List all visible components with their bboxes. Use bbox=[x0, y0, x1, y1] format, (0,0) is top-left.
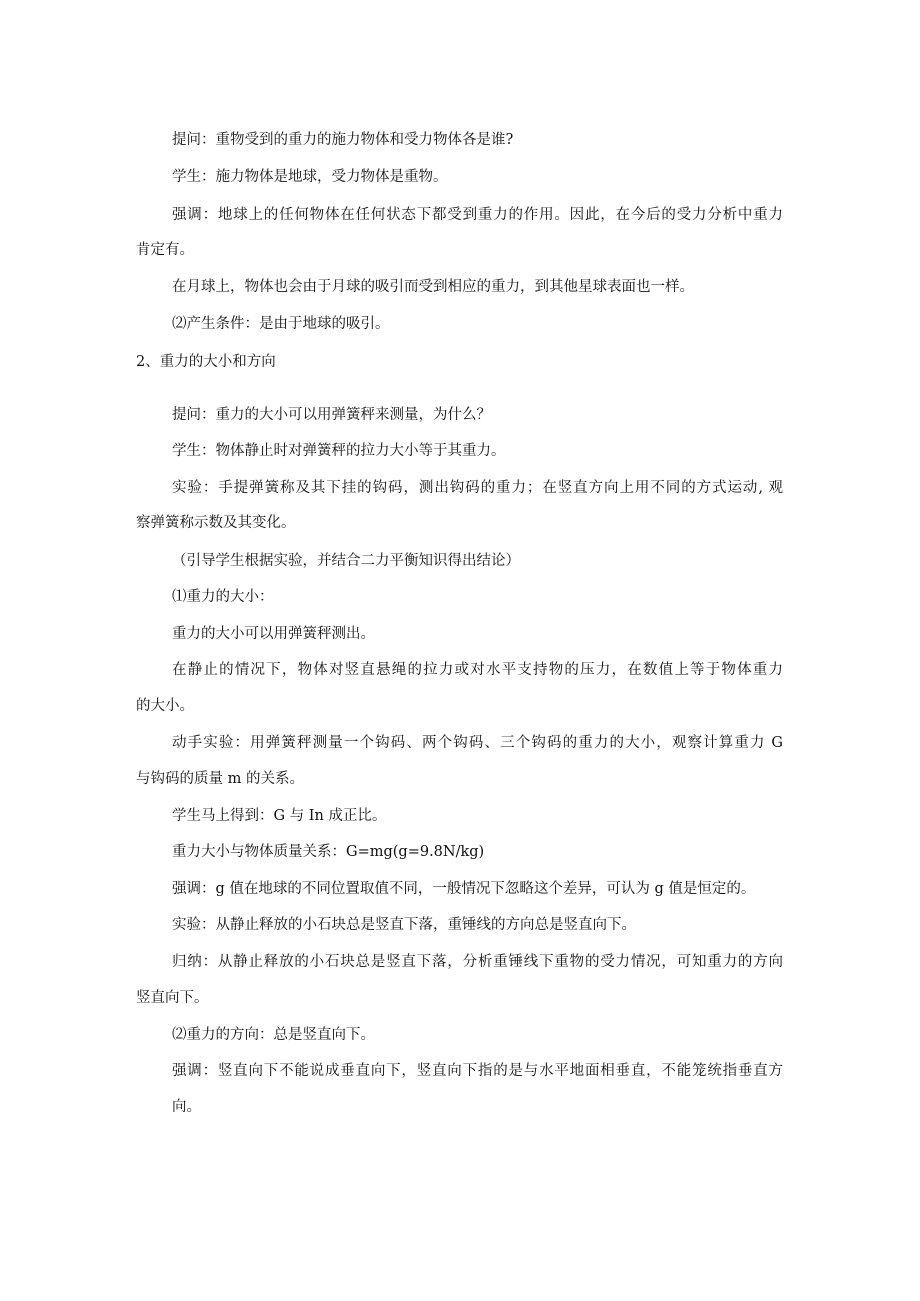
question-line: 提问：重力的大小可以用弹簧秤来测量，为什么？ bbox=[172, 407, 491, 423]
student-result-line: 学生马上得到：G 与 In 成正比。 bbox=[172, 808, 387, 824]
formula-line: 重力大小与物体质量关系：G=mg(g=9.8N/kg) bbox=[172, 844, 485, 860]
guide-note-line: （引导学生根据实验，并结合二力平衡知识得出结论） bbox=[172, 553, 520, 569]
experiment-line: 实验：从静止释放的小石块总是竖直下落，重锤线的方向总是竖直向下。 bbox=[172, 917, 636, 933]
hands-on-experiment-line-continued: 与钩码的质量 m 的关系。 bbox=[136, 771, 304, 787]
question-line: 提问：重物受到的重力的施力物体和受力物体各是谁? bbox=[172, 132, 514, 148]
emphasis-line: 强调：g 值在地球的不同位置取值不同，一般情况下忽略这个差异，可认为 g 值是恒定的。 bbox=[172, 881, 756, 897]
body-line: 重力的大小可以用弹簧秤测出。 bbox=[172, 626, 375, 642]
body-line: 在静止的情况下，物体对竖直悬绳的拉力或对水平支持物的压力，在数值上等于物体重力 bbox=[172, 662, 783, 678]
summary-line: 归纳：从静止释放的小石块总是竖直下落，分析重锤线下重物的受力情况，可知重力的方向 bbox=[172, 954, 783, 970]
subheading-direction: ⑵重力的方向：总是竖直向下。 bbox=[172, 1027, 375, 1043]
emphasis-line: 强调：地球上的任何物体在任何状态下都受到重力的作用。因此，在今后的受力分析中重力 bbox=[172, 207, 783, 223]
section-heading: 2、重力的大小和方向 bbox=[136, 354, 276, 370]
student-answer-line: 学生：施力物体是地球，受力物体是重物。 bbox=[172, 169, 448, 185]
experiment-line-continued: 察弹簧称示数及其变化。 bbox=[136, 515, 296, 531]
moon-gravity-line: 在月球上，物体也会由于月球的吸引而受到相应的重力，到其他星球表面也一样。 bbox=[172, 279, 694, 295]
body-line-continued: 的大小。 bbox=[136, 698, 194, 714]
emphasis-line: 强调：竖直向下不能说成垂直向下，竖直向下指的是与水平地面相垂直，不能笼统指垂直方 bbox=[172, 1063, 783, 1079]
experiment-line: 实验：手提弹簧称及其下挂的钩码，测出钩码的重力；在竖直方向上用不同的方式运动, 观 bbox=[172, 480, 783, 496]
summary-line-continued: 竖直向下。 bbox=[136, 990, 209, 1006]
student-answer-line: 学生：物体静止时对弹簧秤的拉力大小等于其重力。 bbox=[172, 443, 506, 459]
condition-line: ⑵产生条件：是由于地球的吸引。 bbox=[172, 316, 390, 332]
hands-on-experiment-line: 动手实验：用弹簧秤测量一个钩码、两个钩码、三个钩码的重力的大小，观察计算重力 G bbox=[172, 735, 783, 751]
emphasis-line-continued: 向。 bbox=[172, 1099, 201, 1115]
subheading-magnitude: ⑴重力的大小： bbox=[172, 589, 274, 605]
emphasis-line-continued: 肯定有。 bbox=[136, 242, 194, 258]
